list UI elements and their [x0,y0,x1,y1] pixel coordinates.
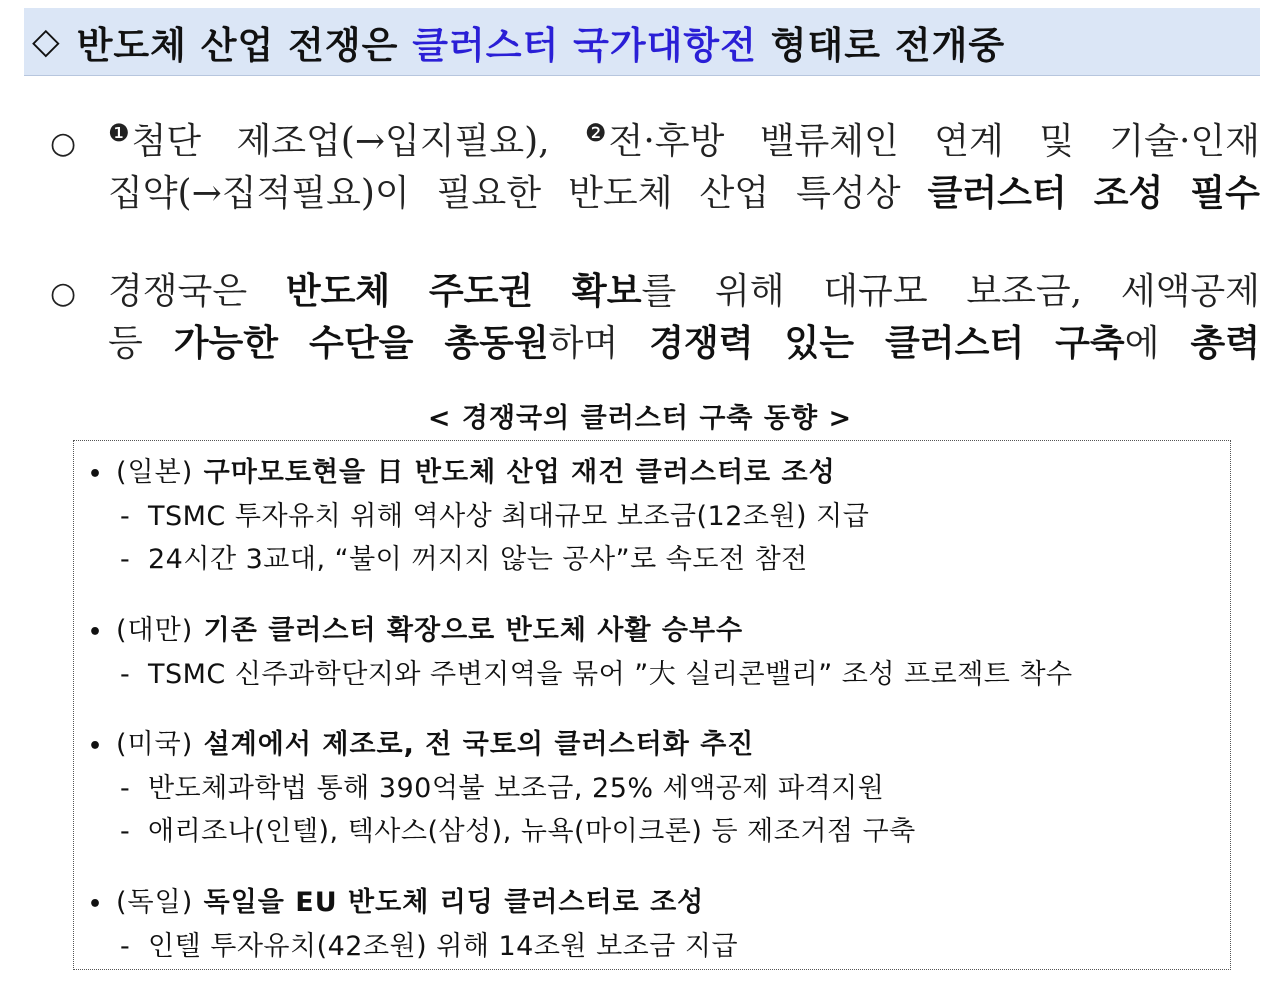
paragraph-1-line-2 [50,168,1260,220]
word-bold: 클러스터 [885,323,1025,364]
word-bold: 클러스터 [927,173,1067,214]
word [444,318,618,370]
word [966,266,1082,318]
word: 집약(→집적필요)이 [108,173,410,214]
word: 첨단 [131,121,202,162]
section-header [24,8,1260,76]
word-bold: 주도권 [428,271,534,312]
paragraph-2 [50,266,1260,370]
word [309,318,413,370]
word [174,318,278,370]
country-tag: (독일) [116,887,194,918]
diamond-icon: ◇ [32,21,61,62]
word: 연계 [934,121,1004,162]
trend-box [73,440,1231,970]
number-1-icon: ❶ [108,119,130,147]
detail-text: 인텔 투자유치(42조원) 위해 14조원 보조금 지급 [148,931,739,962]
word-text: 세액공제 [1120,271,1260,312]
word: 및 [1039,121,1074,162]
word-text: 대규모 [823,271,928,312]
dash-icon: - [120,931,131,962]
bullet-icon: • [88,892,104,917]
word: 산업 [699,173,770,214]
dash-icon: - [120,501,131,532]
paragraph-2-line-2 [50,318,1260,370]
word: 밸류체인 [759,121,899,162]
word-bold: 반도체 [285,271,391,312]
paragraph-2-line-1 [50,266,1260,318]
detail-text: TSMC 투자유치 위해 역사상 최대규모 보조금(12조원) 지급 [148,501,870,532]
word-bold: 총력 [1190,323,1260,364]
box-item-detail [88,538,1218,581]
box-item-heading [88,451,1218,495]
word [236,116,549,171]
paragraph-1-line-1-words [108,116,1260,171]
word-bold: 확보 [571,271,642,312]
box-title: < 경쟁국의 클러스터 구축 동향 > [427,403,853,434]
box-item-headline: 설계에서 제조로, 전 국토의 클러스터화 추진 [203,729,755,760]
paragraph-2-line-1-words [108,266,1260,318]
box-item [88,881,1218,968]
number-2-icon: ❷ [585,119,607,147]
box-item-detail [88,925,1218,968]
word [572,266,676,318]
word-text: 위해 [714,271,785,312]
box-item-detail [88,653,1218,696]
word [649,318,753,370]
word [286,266,390,318]
word [715,266,785,318]
word-bold: 경쟁력 [649,323,754,364]
word [1190,318,1260,370]
word-suffix: 를 [641,271,677,312]
word-text: 보조금, [966,271,1083,312]
word [785,318,855,370]
box-item-detail [88,767,1218,810]
circle-bullet-icon: ○ [50,276,77,311]
header-text-after: 형태로 전개중 [770,23,1006,67]
word-bold: 구축 [1055,323,1125,364]
box-item-headline: 독일을 EU 반도체 리딩 클러스터로 조성 [203,887,705,918]
word: 전·후방 [608,121,725,162]
dash-icon: - [120,659,131,690]
box-item-detail [88,810,1218,853]
word-text: 등 [108,323,143,364]
bullet-icon: • [88,462,104,487]
circle-bullet-icon: ○ [50,126,77,161]
word-bold: 조성 [1093,173,1164,214]
detail-text: 애리조나(인텔), 텍사스(삼성), 뉴욕(마이크론) 등 제조거점 구축 [148,816,916,847]
paragraph-1-line-1 [50,116,1260,168]
dash-icon: - [120,816,131,847]
box-item [88,451,1218,581]
bullet-icon: • [88,620,104,645]
box-item-heading [88,609,1218,653]
dash-icon: - [120,544,131,575]
detail-text: 24시간 3교대, “불이 꺼지지 않는 공사”로 속도전 참전 [148,544,808,575]
word-bold: 필수 [1190,173,1260,214]
word-bold: 있는 [784,323,855,364]
bullet-icon: • [88,734,104,759]
word [885,318,1024,370]
detail-text: 반도체과학법 통해 390억불 보조금, 25% 세액공제 파격지원 [148,773,885,804]
detail-text: TSMC 신주과학단지와 주변지역을 묶어 ”大 실리콘밸리” 조성 프로젝트 착수 [148,659,1073,690]
word-suffix: 하며 [548,323,619,364]
country-tag: (미국) [116,729,194,760]
country-tag: (일본) [116,457,194,488]
word: 반도체 [568,173,673,214]
word-text: 경쟁국은 [108,271,248,312]
word: 기술·인재 [1109,121,1260,162]
paragraph-1 [50,116,1260,220]
word [1055,318,1159,370]
word [429,266,533,318]
box-item [88,723,1218,853]
word-bold: 수단을 [309,323,414,364]
word-bold: 총동원 [444,323,549,364]
word [1121,266,1260,318]
word [108,266,247,318]
header-accent: 클러스터 국가대항전 [412,23,757,67]
word [823,266,927,318]
word-suffix: 에 [1124,323,1160,364]
word: 필요한 [436,173,542,214]
dash-icon: - [120,773,131,804]
box-item-heading [88,881,1218,925]
box-item-heading [88,723,1218,767]
word: 특성상 [796,173,901,214]
box-item-headline: 구마모토현을 日 반도체 산업 재건 클러스터로 조성 [203,457,836,488]
country-tag: (대만) [116,615,194,646]
word [108,318,143,370]
box-item-headline: 기존 클러스터 확장으로 반도체 사활 승부수 [203,615,744,646]
header-text-before: 반도체 산업 전쟁은 [76,23,399,67]
box-item [88,609,1218,696]
word-bold: 가능한 [173,323,279,364]
word-text: 제조업(→입지필요), [236,121,550,162]
box-item-detail [88,495,1218,538]
